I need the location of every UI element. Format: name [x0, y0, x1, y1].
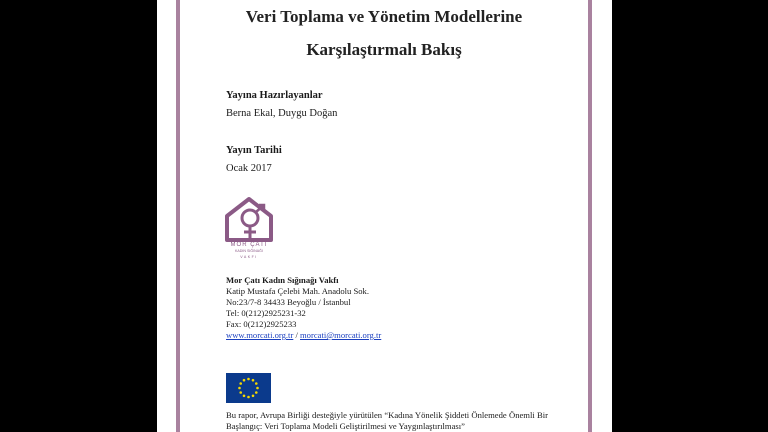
prepared-by-value: Berna Ekal, Duygu Doğan	[226, 108, 338, 119]
logo-text-3: VAKFI	[240, 255, 258, 259]
org-address-1: Katip Mustafa Çelebi Mah. Anadolu Sok.	[226, 286, 369, 296]
mor-cati-logo	[224, 196, 274, 260]
eu-flag-star	[252, 394, 255, 397]
logo-text-2: KADIN SIĞINAĞI	[235, 249, 263, 253]
eu-flag-star	[255, 382, 258, 385]
page-border-left	[176, 0, 180, 432]
logo-text-1: MOR ÇATI	[230, 242, 268, 248]
title-line-2: Karşılaştırmalı Bakış	[306, 40, 462, 59]
org-name: Mor Çatı Kadın Sığınağı Vakfı	[226, 275, 339, 285]
website-link[interactable]: www.morcati.org.tr	[226, 330, 294, 340]
disclaimer-text: Bu rapor, Avrupa Birliği desteğiyle yürütülen “Kadına Yönelik Şiddeti Önlemede Önemli Bir Başlangıç: Veri Toplama Modeli Geliştirilmesi ve Yaygınlaştırılması”	[226, 410, 548, 431]
eu-flag-star	[255, 391, 258, 394]
prepared-by-label: Yayına Hazırlayanlar	[226, 90, 323, 101]
page-border-right	[588, 0, 592, 432]
org-tel: Tel: 0(212)2925231-32	[226, 308, 306, 318]
eu-flag-star	[247, 378, 250, 381]
org-fax: Fax: 0(212)2925233	[226, 319, 297, 329]
link-separator: /	[293, 330, 300, 340]
title-line-1: Veri Toplama ve Yönetim Modellerine	[245, 7, 523, 26]
org-links	[226, 330, 381, 341]
eu-flag-star	[239, 391, 242, 394]
eu-flag-star	[243, 394, 246, 397]
eu-flag-star	[252, 379, 255, 382]
org-address-2: No:23/7-8 34433 Beyoğlu / İstanbul	[226, 297, 351, 307]
email-link[interactable]: morcati@morcati.org.tr	[300, 330, 382, 340]
eu-flag-icon	[226, 373, 271, 403]
eu-flag-star	[243, 379, 246, 382]
eu-flag-star	[239, 382, 242, 385]
date-label: Yayın Tarihi	[226, 145, 282, 156]
eu-flag-star	[247, 396, 250, 399]
date-value: Ocak 2017	[226, 163, 272, 174]
eu-flag-star	[238, 387, 241, 390]
eu-flag-star	[256, 387, 259, 390]
